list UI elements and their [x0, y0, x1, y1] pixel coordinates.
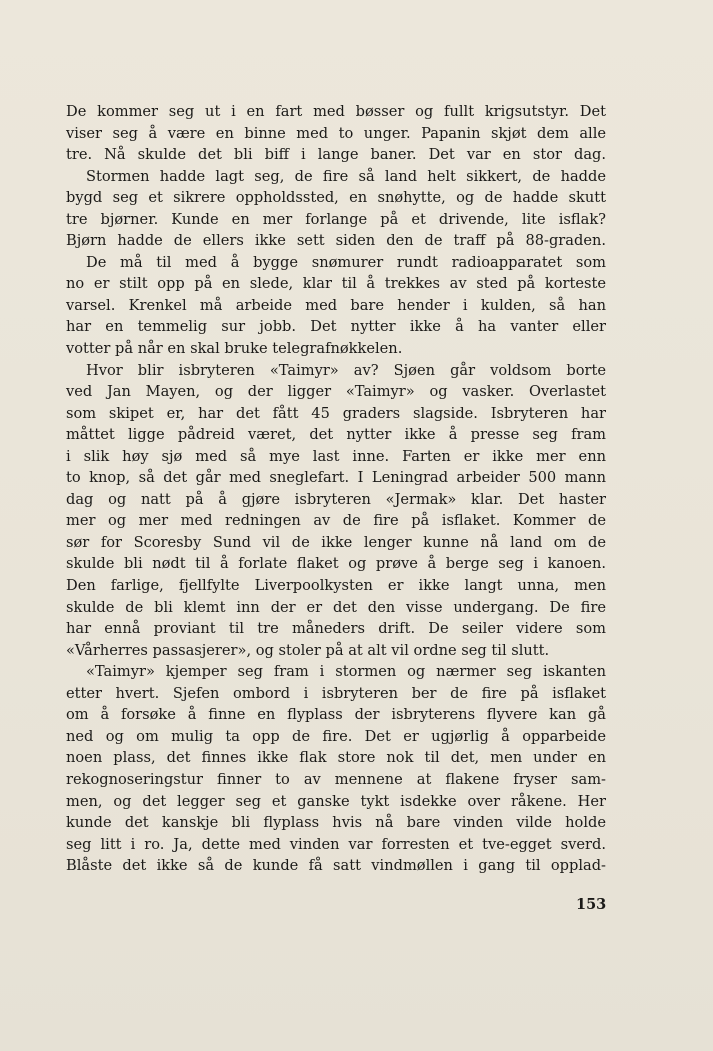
- text-line: Stormen hadde lagt seg, de fire så land helt sikkert, de hadde: [86, 167, 606, 185]
- text-line: om å forsøke å finne en flyplass der isbryterens flyvere kan gå: [66, 706, 606, 724]
- text-line: i slik høy sjø med så mye last inne. Farten er ikke mer enn: [66, 447, 606, 465]
- text-line: ned og om mulig ta opp de fire. Det er ugjørlig å opparbeide: [66, 727, 606, 745]
- text-line: måttet ligge pådreid været, det nytter ikke å presse seg fram: [66, 426, 606, 444]
- text-line: dag og natt på å gjøre isbryteren «Jermak» klar. Det haster: [66, 490, 606, 508]
- text-line: ved Jan Mayen, og der ligger «Taimyr» og vasker. Overlastet: [66, 383, 606, 401]
- text-line: men, og det legger seg et ganske tykt isdekke over råkene. Her: [66, 792, 606, 810]
- text-line: Den farlige, fjellfylte Liverpoolkysten er ikke langt unna, men: [66, 577, 606, 595]
- text-line: De må til med å bygge snømurer rundt radioapparatet som: [86, 253, 606, 271]
- text-line: seg litt i ro. Ja, dette med vinden var forresten et tve-egget sverd.: [66, 835, 606, 853]
- text-line: Bjørn hadde de ellers ikke sett siden den de traff på 88-graden.: [66, 232, 606, 250]
- text-line: kunde det kanskje bli flyplass hvis nå bare vinden vilde holde: [66, 814, 606, 832]
- text-line: har en temmelig sur jobb. Det nytter ikke å ha vanter eller: [66, 318, 606, 336]
- text-line: viser seg å være en binne med to unger. Papanin skjøt dem alle: [66, 124, 606, 142]
- text-line: skulde de bli klemt inn der er det den visse undergang. De fire: [66, 598, 606, 616]
- text-line: Blåste det ikke så de kunde få satt vindmøllen i gang til opplad-: [66, 857, 606, 875]
- text-line: Hvor blir isbryteren «Taimyr» av? Sjøen går voldsom borte: [86, 361, 606, 379]
- text-line: «Vårherres passasjerer», og stoler på at alt vil ordne seg til slutt.: [66, 641, 550, 659]
- text-line: tre bjørner. Kunde en mer forlange på et drivende, lite isflak?: [66, 210, 606, 228]
- text-line: mer og mer med redningen av de fire på isflaket. Kommer de: [66, 512, 606, 530]
- text-line: har ennå proviant til tre måneders drift. De seiler videre som: [66, 620, 606, 638]
- text-line: no er stilt opp på en slede, klar til å trekkes av sted på korteste: [66, 275, 606, 293]
- text-line: varsel. Krenkel må arbeide med bare hender i kulden, så han: [66, 296, 606, 314]
- text-line: «Taimyr» kjemper seg fram i stormen og nærmer seg iskanten: [86, 663, 606, 681]
- text-line: noen plass, det finnes ikke flak store nok til det, men under en: [66, 749, 606, 767]
- text-line: to knop, så det går med sneglefart. I Leningrad arbeider 500 mann: [66, 469, 606, 487]
- text-line: De kommer seg ut i en fart med bøsser og fullt krigsutstyr. Det: [66, 103, 606, 120]
- text-line: bygd seg et sikrere oppholdssted, en snøhytte, og de hadde skutt: [66, 189, 606, 207]
- body-text: [66, 101, 606, 877]
- text-line: som skipet er, har det fått 45 graders slagside. Isbryteren har: [66, 404, 606, 422]
- page-number: 153: [576, 896, 607, 913]
- text-line: tre. Nå skulde det bli biff i lange baner. Det var en stor dag.: [66, 146, 606, 164]
- text-line: skulde bli nødt til å forlate flaket og prøve å berge seg i kanoen.: [66, 555, 606, 573]
- text-line: sør for Scoresby Sund vil de ikke lenger kunne nå land om de: [66, 533, 606, 551]
- text-line: etter hvert. Sjefen ombord i isbryteren ber de fire på isflaket: [66, 684, 606, 702]
- text-line: rekognoseringstur finner to av mennene at flakene fryser sam-: [66, 770, 606, 788]
- text-line: votter på når en skal bruke telegrafnøkkelen.: [66, 340, 403, 358]
